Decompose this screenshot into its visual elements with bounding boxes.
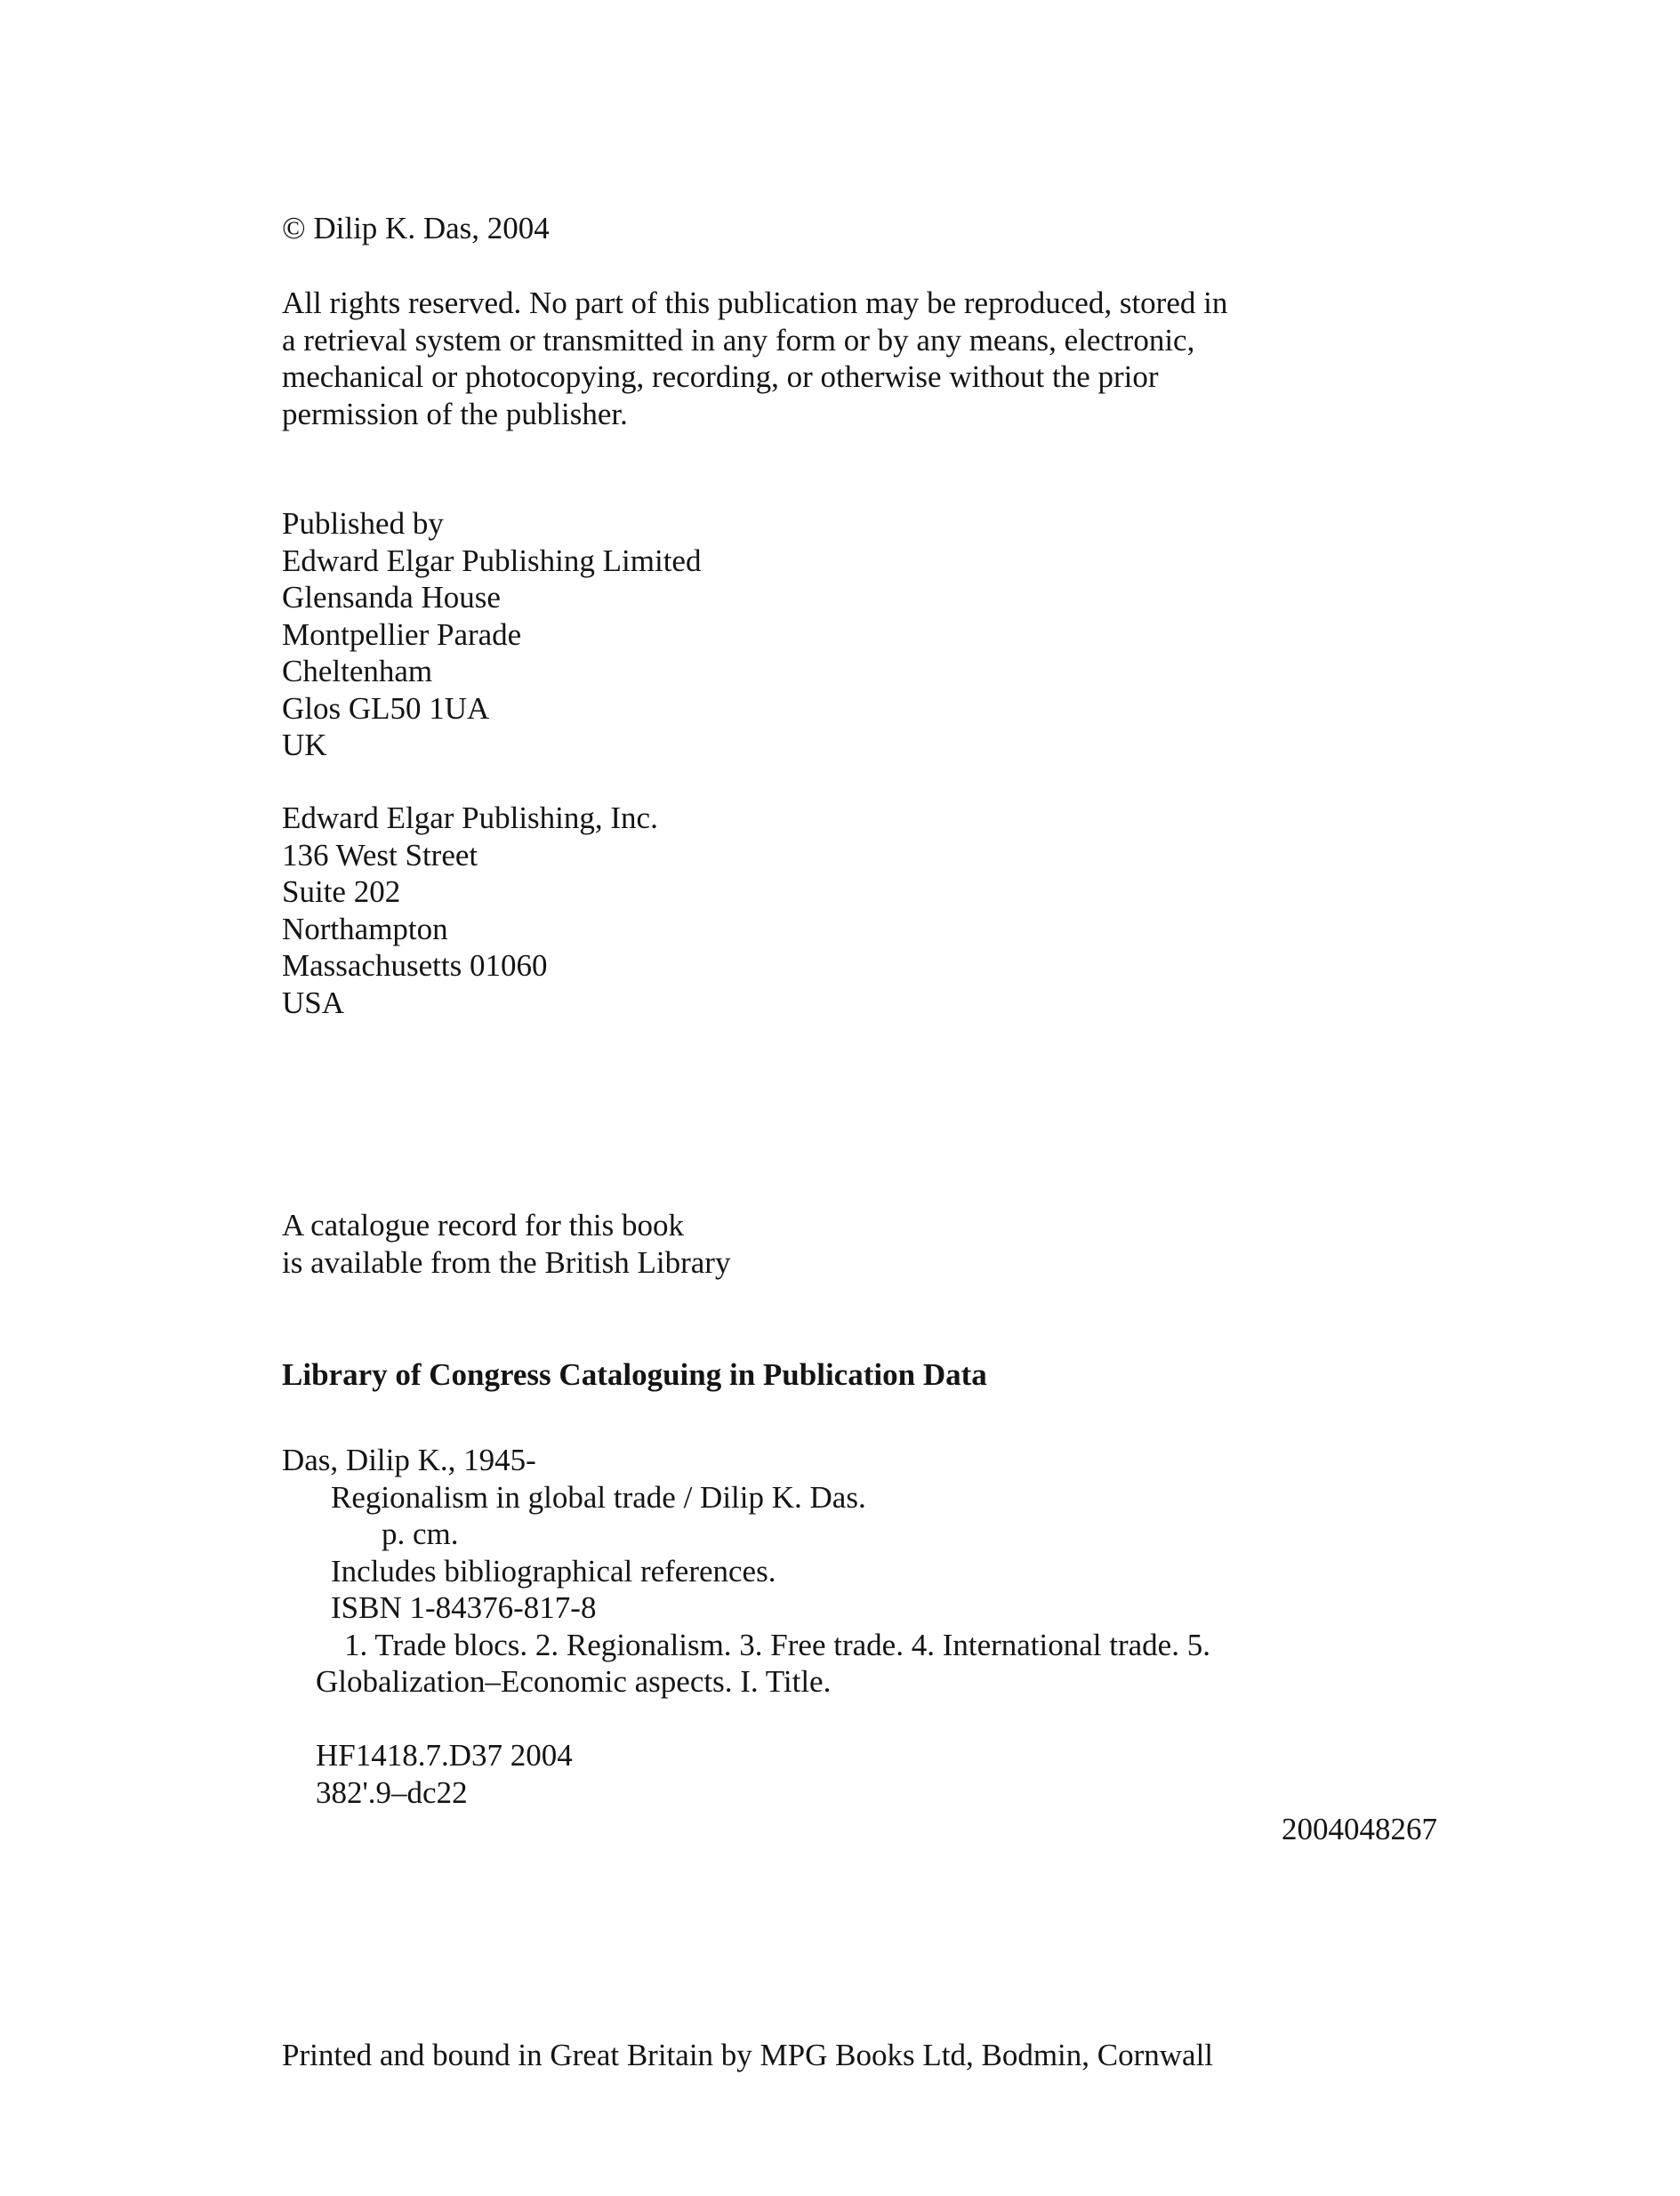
address-line: Massachusetts 01060 [282,948,548,983]
address-line: USA [282,985,345,1020]
us-publisher-address [282,800,658,1021]
address-line: Cheltenham [282,654,433,688]
rights-line: mechanical or photocopying, recording, or otherwise without the prior [282,359,1159,394]
printer-statement: Printed and bound in Great Britain by MPG Books Ltd, Bodmin, Cornwall [282,2038,1214,2072]
catalogue-line: A catalogue record for this book [282,1208,684,1243]
cip-subjects-line2: Globalization–Economic aspects. I. Title. [316,1664,832,1699]
address-line: Edward Elgar Publishing Limited [282,543,702,578]
cip-title: Regionalism in global trade / Dilip K. Das. [331,1479,866,1515]
rights-statement [282,285,1227,432]
cip-lccn: 2004048267 [1282,1812,1437,1846]
address-line: Suite 202 [282,874,401,909]
cip-subjects-line1: 1. Trade blocs. 2. Regionalism. 3. Free trade. 4. International trade. 5. [344,1627,1210,1662]
address-line: Edward Elgar Publishing, Inc. [282,800,658,835]
rights-line: a retrieval system or transmitted in any form or by any means, electronic, [282,322,1195,358]
cip-lc-class: HF1418.7.D37 2004 [316,1738,573,1773]
uk-publisher-address [282,505,701,764]
catalogue-record-note [282,1207,730,1281]
cip-classification [282,1737,573,1811]
address-line: Published by [282,506,444,541]
address-line: Montpellier Parade [282,616,522,652]
address-line: Glos GL50 1UA [282,690,490,726]
cip-pcm: p. cm. [382,1516,459,1551]
cip-isbn: ISBN 1-84376-817-8 [331,1590,597,1625]
rights-line: permission of the publisher. [282,396,628,431]
cip-dewey: 382'.9–dc22 [316,1774,468,1810]
catalogue-line: is available from the British Library [282,1244,731,1280]
address-line: Northampton [282,911,448,946]
address-line: UK [282,728,327,762]
copyright-notice: © Dilip K. Das, 2004 [282,211,550,245]
address-line: Glensanda House [282,580,501,615]
address-line: 136 West Street [282,837,478,873]
rights-line: All rights reserved. No part of this publication may be reproduced, stored in [282,286,1228,320]
loc-heading: Library of Congress Cataloguing in Publication Data [282,1357,987,1392]
cip-author: Das, Dilip K., 1945- [282,1443,536,1477]
cip-data-block [282,1442,1210,1701]
cip-includes: Includes bibliographical references. [331,1553,776,1589]
